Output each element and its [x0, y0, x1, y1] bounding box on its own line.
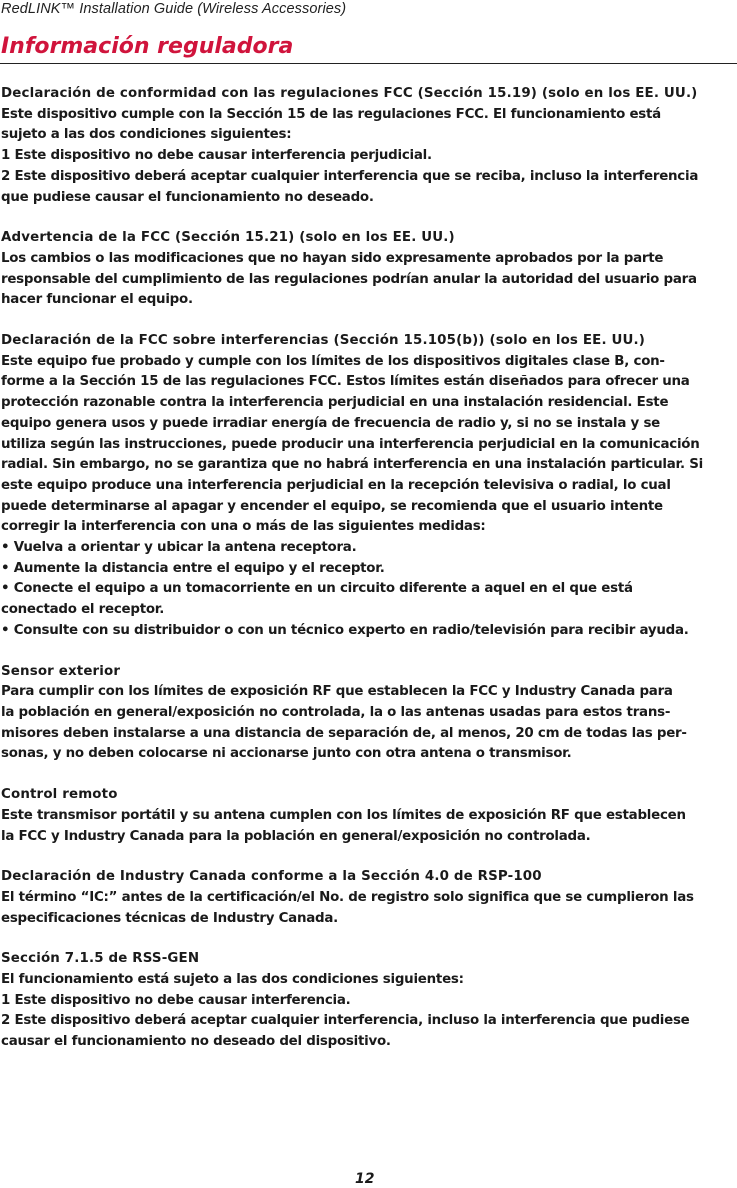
- body-line: 2 Este dispositivo deberá aceptar cualquier interferencia que se reciba, incluso la interferencia: [1, 168, 699, 184]
- body-line: 1 Este dispositivo no debe causar interferencia.: [1, 992, 351, 1008]
- body-line: Los cambios o las modificaciones que no hayan sido expresamente aprobados por la parte: [1, 250, 664, 266]
- body-line: El funcionamiento está sujeto a las dos condiciones siguientes:: [1, 972, 464, 988]
- bullet-item: • Conecte el equipo a un tomacorriente en un circuito diferente a aquel en el que está: [1, 581, 633, 597]
- section-fcc-warning: [1, 228, 736, 311]
- page-number: 12: [355, 1171, 375, 1187]
- section-heading: Declaración de Industry Canada conforme a la Sección 4.0 de RSP-100: [1, 869, 542, 885]
- body-line: misores deben instalarse a una distancia de separación de, al menos, 20 cm de todas las per-: [1, 725, 687, 741]
- bullet-item: • Consulte con su distribuidor o con un técnico experto en radio/televisión para recibir ayuda.: [1, 622, 689, 638]
- body-line: Este transmisor portátil y su antena cumplen con los límites de exposición RF que establecen: [1, 807, 686, 823]
- body-line: puede determinarse al apagar y encender el equipo, se recomienda que el usuario intente: [1, 498, 663, 514]
- section-heading: Sensor exterior: [1, 663, 121, 679]
- section-heading: Declaración de la FCC sobre interferencias (Sección 15.105(b)) (solo en los EE. UU.): [1, 333, 646, 349]
- body-line: la población en general/exposición no controlada, la o las antenas usadas para estos trans-: [1, 704, 671, 720]
- section-remote-control: [1, 785, 736, 847]
- body-line: causar el funcionamiento no deseado del dispositivo.: [1, 1034, 391, 1050]
- section-industry-canada: [1, 867, 736, 929]
- body-line: especificaciones técnicas de Industry Canada.: [1, 910, 338, 926]
- document-body: [1, 84, 736, 1073]
- body-line: corregir la interferencia con una o más de las siguientes medidas:: [1, 519, 486, 535]
- body-line: forme a la Sección 15 de las regulaciones FCC. Estos límites están diseñados para ofrecer una: [1, 374, 690, 390]
- body-line: protección razonable contra la interferencia perjudicial en una instalación residencial. Este: [1, 395, 669, 411]
- bullet-item: • Vuelva a orientar y ubicar la antena receptora.: [1, 540, 357, 556]
- body-line: este equipo produce una interferencia perjudicial en la recepción televisiva o radial, lo cual: [1, 477, 671, 493]
- title-divider: [0, 63, 737, 64]
- running-header: RedLINK™ Installation Guide (Wireless Accessories): [1, 1, 347, 17]
- body-line: Para cumplir con los límites de exposición RF que establecen la FCC y Industry Canada para: [1, 684, 673, 700]
- body-line: la FCC y Industry Canada para la población en general/exposición no controlada.: [1, 828, 591, 844]
- section-fcc-interference: [1, 331, 736, 642]
- body-line: Este equipo fue probado y cumple con los límites de los dispositivos digitales clase B, con-: [1, 353, 665, 369]
- body-line: Este dispositivo cumple con la Sección 15 de las regulaciones FCC. El funcionamiento está: [1, 106, 661, 122]
- body-line: radial. Sin embargo, no se garantiza que no habrá interferencia en una instalación particular. Si: [1, 457, 703, 473]
- body-line: 2 Este dispositivo deberá aceptar cualquier interferencia, incluso la interferencia que pudiese: [1, 1013, 690, 1029]
- section-fcc-conformity: [1, 84, 736, 208]
- body-line: responsable del cumplimiento de las regulaciones podrían anular la autoridad del usuario para: [1, 271, 697, 287]
- body-line: 1 Este dispositivo no debe causar interferencia perjudicial.: [1, 148, 432, 164]
- body-line: conectado el receptor.: [1, 602, 165, 618]
- body-line: que pudiese causar el funcionamiento no deseado.: [1, 189, 374, 205]
- page-title: Información reguladora: [1, 34, 294, 59]
- section-heading: Declaración de conformidad con las regulaciones FCC (Sección 15.19) (solo en los EE. UU.): [1, 86, 698, 101]
- body-line: sujeto a las dos condiciones siguientes:: [1, 127, 292, 143]
- bullet-item: • Aumente la distancia entre el equipo y el receptor.: [1, 560, 385, 576]
- body-line: hacer funcionar el equipo.: [1, 292, 193, 308]
- section-rss-gen: [1, 949, 736, 1053]
- section-heading: Sección 7.1.5 de RSS-GEN: [1, 951, 200, 967]
- body-line: equipo genera usos y puede irradiar energía de frecuencia de radio y, si no se instala y se: [1, 415, 660, 431]
- body-line: El término “IC:” antes de la certificación/el No. de registro solo significa que se cumplieron las: [1, 889, 694, 905]
- body-line: utiliza según las instrucciones, puede producir una interferencia perjudicial en la comunicación: [1, 436, 700, 452]
- body-line: sonas, y no deben colocarse ni accionarse junto con otra antena o transmisor.: [1, 746, 572, 762]
- section-heading: Advertencia de la FCC (Sección 15.21) (solo en los EE. UU.): [1, 230, 455, 246]
- section-outdoor-sensor: [1, 662, 736, 766]
- section-heading: Control remoto: [1, 787, 118, 803]
